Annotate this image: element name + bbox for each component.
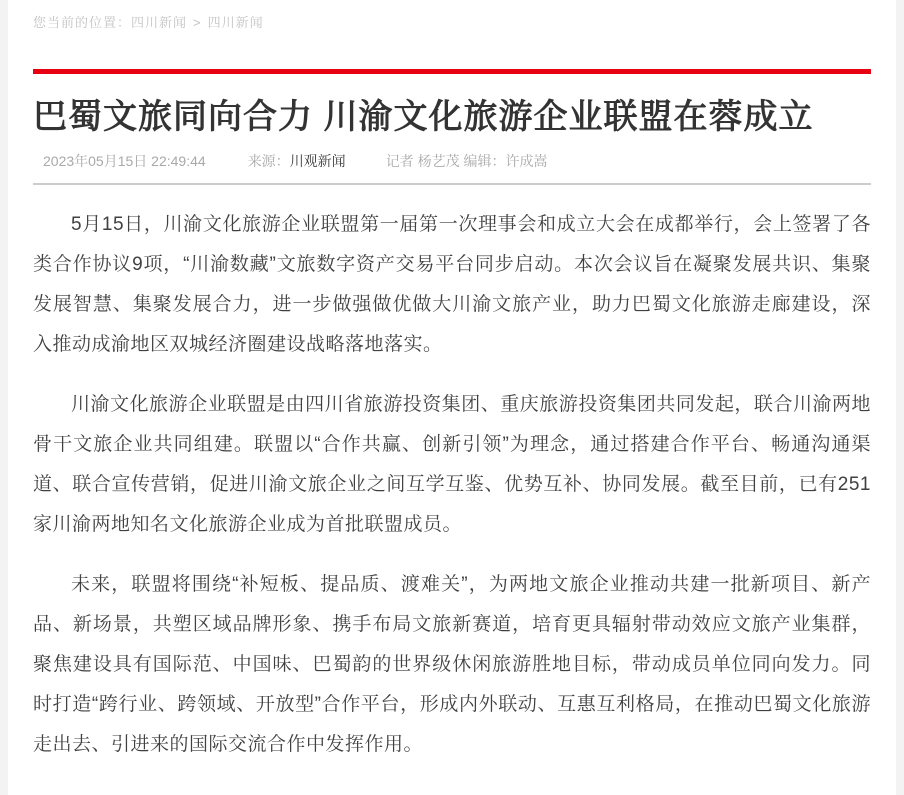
meta-divider: [33, 183, 871, 185]
source-link[interactable]: 川观新闻: [289, 153, 346, 170]
article-paragraph: 5月15日，川渝文化旅游企业联盟第一届第一次理事会和成立大会在成都举行，会上签署了各类合作协议9项，“川渝数藏”文旅数字资产交易平台同步启动。本次会议旨在凝聚发展共识、集聚发展智慧、集聚发展合力，进一步做强做优做大川渝文旅产业，助力巴蜀文化旅游走廊建设，深入推动成渝地区双城经济圈建设战略落地落实。: [33, 214, 871, 356]
page-title: 巴蜀文旅同向合力 川渝文化旅游企业联盟在蓉成立: [33, 98, 814, 136]
article-paragraph: 未来，联盟将围绕“补短板、提品质、渡难关”，为两地文旅企业推动共建一批新项目、新产品、新场景，共塑区域品牌形象、携手布局文旅新赛道，培育更具辐射带动效应文旅产业集群，聚焦建设具有国际范、中国味、巴蜀韵的世界级休闲旅游胜地目标，带动成员单位同向发力。同时打造“跨行业、跨领域、开放型”合作平台，形成内外联动、互惠互利格局，在推动巴蜀文化旅游走出去、引进来的国际交流合作中发挥作用。: [33, 574, 871, 756]
breadcrumb-separator: >: [193, 15, 202, 30]
reporter-editor: 记者 杨艺茂 编辑：许成嵩: [385, 153, 548, 170]
breadcrumb-prefix: 您当前的位置：: [33, 15, 132, 30]
breadcrumb-item-sichuan-news-1[interactable]: 四川新闻: [131, 15, 188, 30]
article-meta: [33, 151, 871, 171]
article-paragraph: 川渝文化旅游企业联盟是由四川省旅游投资集团、重庆旅游投资集团共同发起，联合川渝两地骨干文旅企业共同组建。联盟以“合作共赢、创新引领”为理念，通过搭建合作平台、畅通沟通渠道、联合宣传营销，促进川渝文旅企业之间互学互鉴、优势互补、协同发展。截至目前，已有251家川渝两地知名文化旅游企业成为首批联盟成员。: [33, 394, 871, 536]
publish-datetime: 2023年05月15日 22:49:44: [43, 153, 206, 170]
breadcrumb-item-sichuan-news-2[interactable]: 四川新闻: [207, 15, 264, 30]
red-accent-rule: [33, 69, 871, 74]
source: [248, 151, 346, 171]
source-label: 来源：: [247, 153, 290, 170]
article-page: [8, 0, 896, 795]
breadcrumb: [33, 0, 871, 31]
article-body: [33, 205, 871, 765]
